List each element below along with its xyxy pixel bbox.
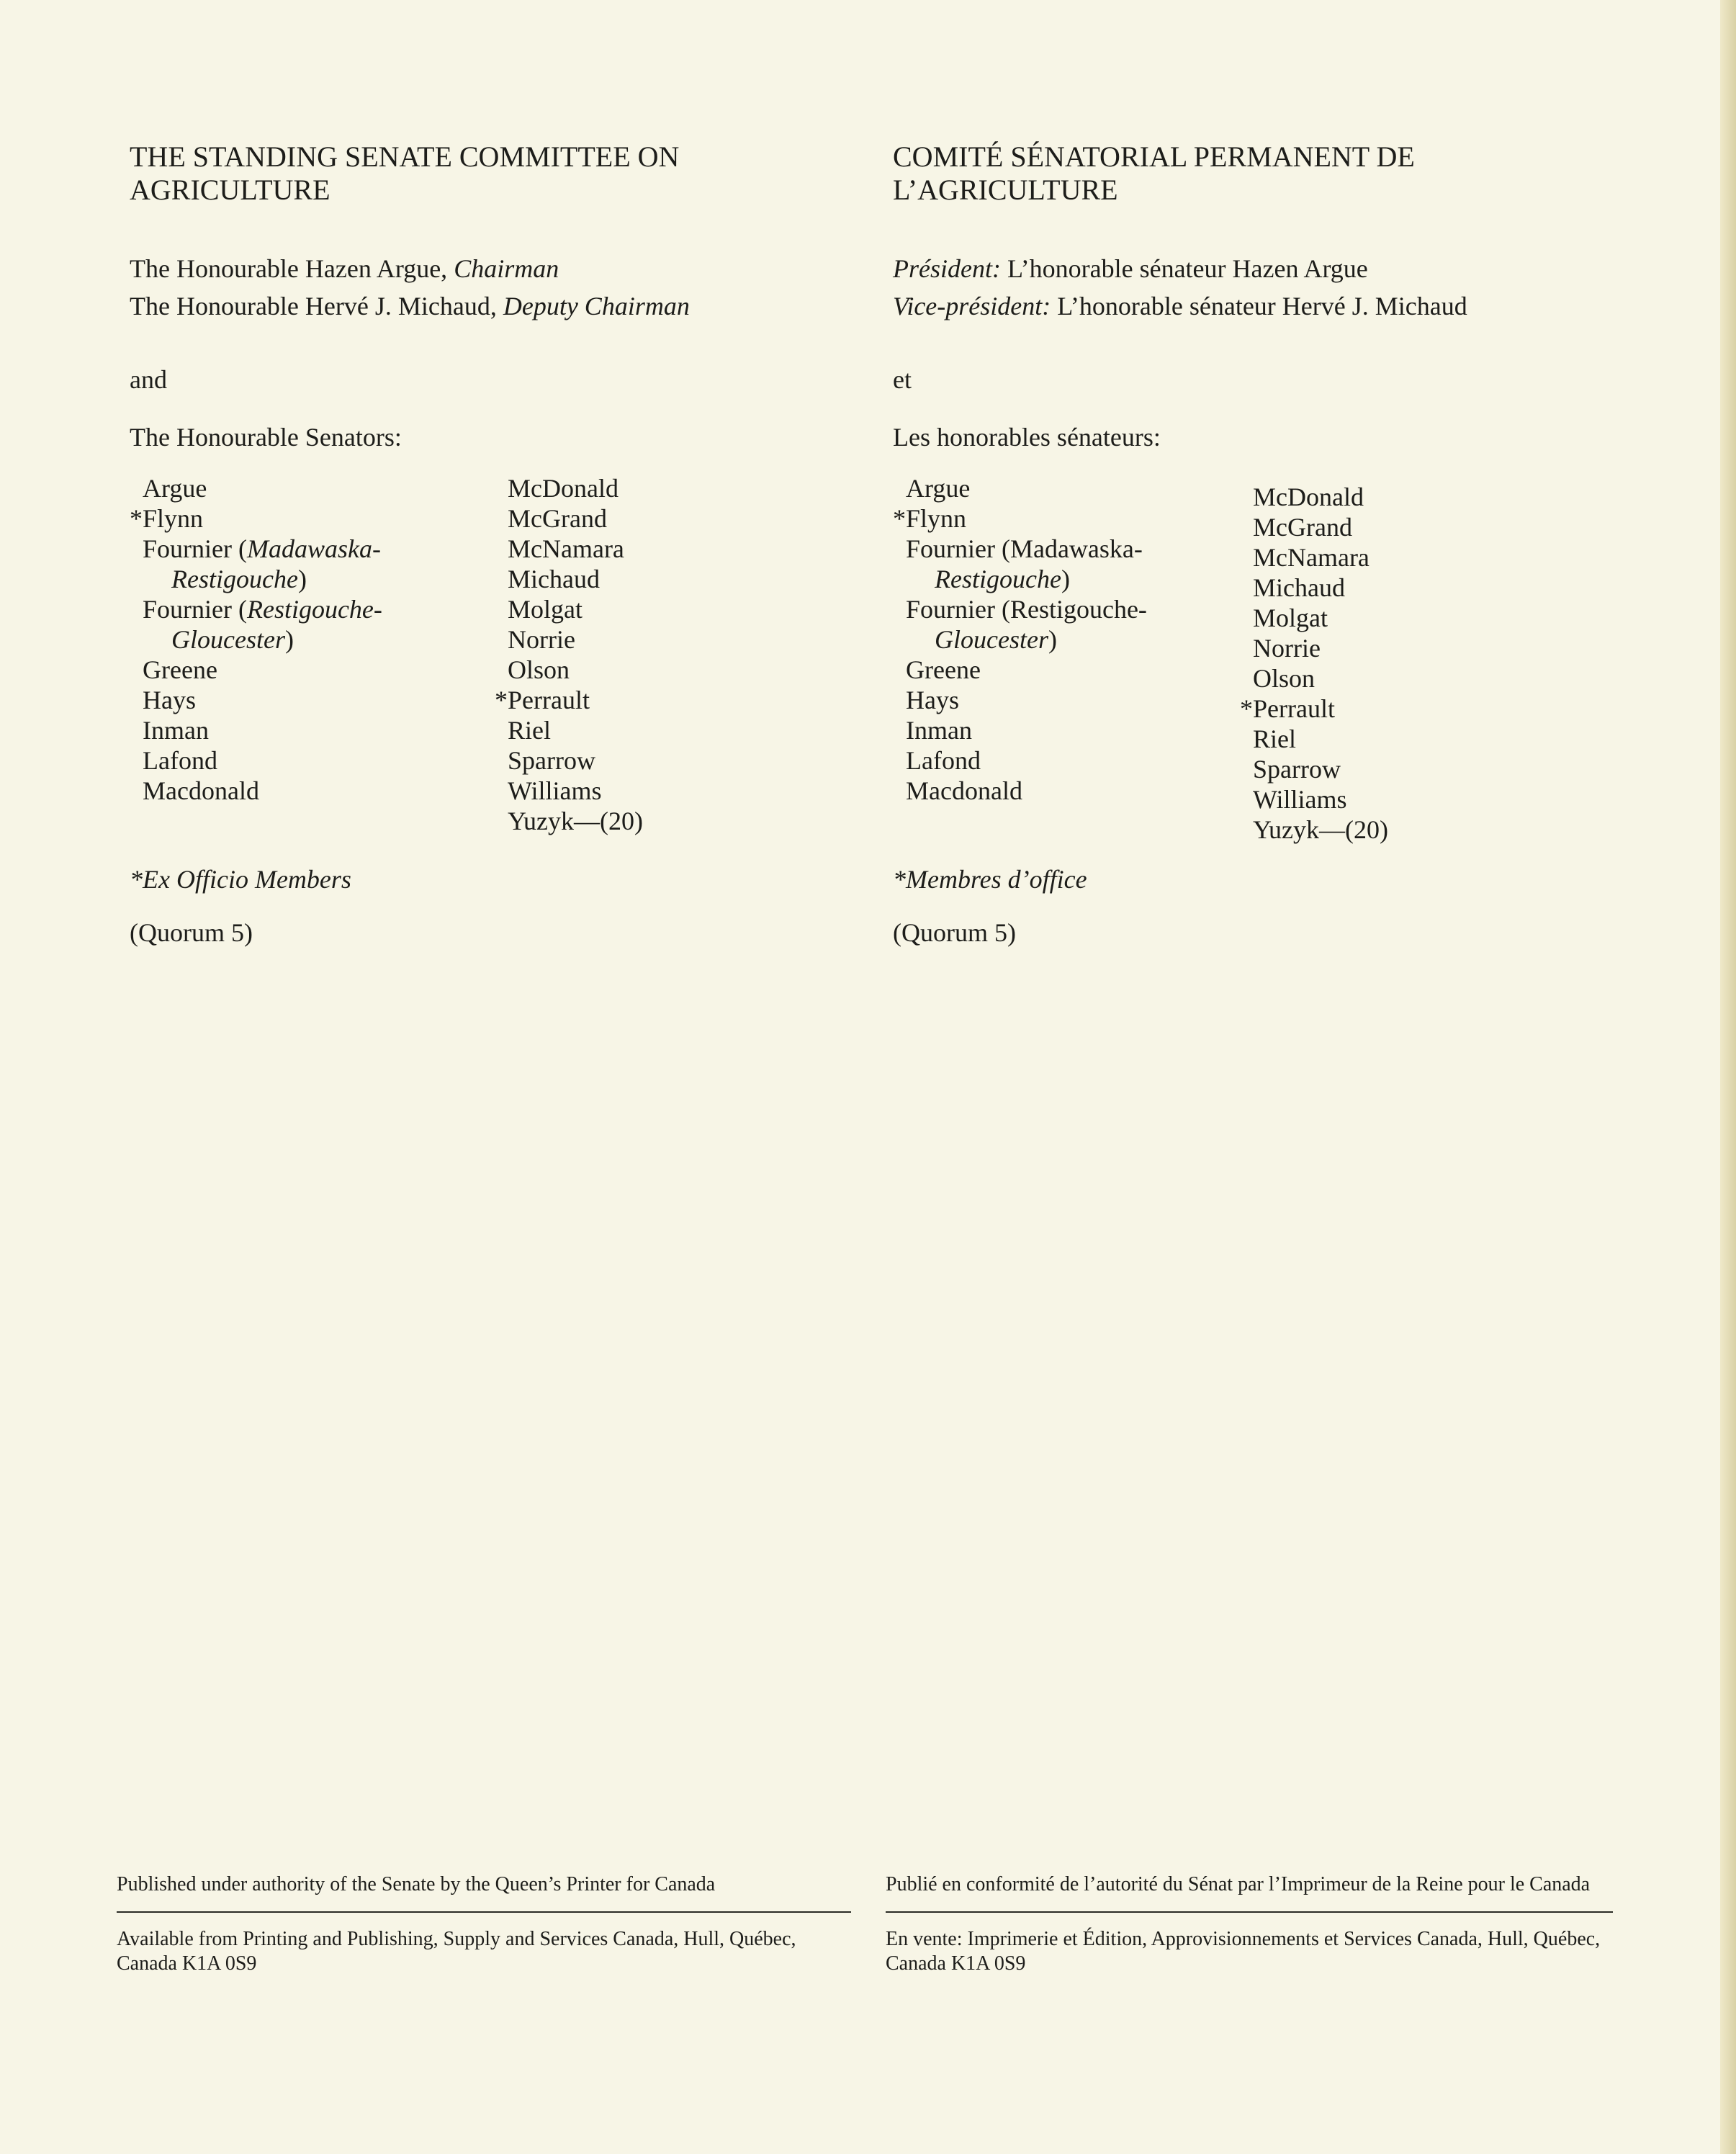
footer-fr <box>886 1872 1613 1976</box>
member: Riel <box>508 716 551 745</box>
and-label: and <box>130 365 167 394</box>
member: Williams <box>508 776 602 805</box>
president-title: Président: <box>893 254 1001 283</box>
member: McNamara <box>1253 543 1370 572</box>
member: Yuzyk—(20) <box>1253 815 1388 844</box>
member: McGrand <box>1253 513 1352 542</box>
ex-officio-note-fr: *Membres d’office <box>893 865 1087 894</box>
member: McDonald <box>1253 483 1364 511</box>
member: *Flynn <box>130 504 204 533</box>
footer-divider-en <box>117 1911 851 1913</box>
member: Sparrow <box>508 746 595 775</box>
members-right-fr <box>1240 482 1388 845</box>
published-note-en: Published under authority of the Senate by the Queen’s Printer for Canada <box>117 1873 716 1895</box>
deputy-chairman-line <box>130 287 850 325</box>
member: Argue <box>906 474 971 503</box>
member: Yuzyk—(20) <box>508 807 643 835</box>
member: *Perrault <box>495 686 590 714</box>
et-label: et <box>893 365 912 394</box>
senators-label-en: The Honourable Senators: <box>130 423 402 452</box>
member-continued: Gloucester) <box>935 625 1057 654</box>
president-line <box>893 250 1613 287</box>
member: McGrand <box>508 504 607 533</box>
footer-en <box>117 1872 851 1976</box>
member: Fournier (Restigouche- <box>143 595 382 624</box>
member: Macdonald <box>143 776 259 805</box>
members-left-fr <box>893 473 1147 806</box>
members-list-fr <box>893 473 1613 848</box>
member: Lafond <box>906 746 981 775</box>
members-left-en <box>130 473 382 806</box>
member: Hays <box>143 686 196 714</box>
availability-note-fr: En vente: Imprimerie et Édition, Approvisionnements et Services Canada, Hull, Québec, Canada K1A 0S9 <box>886 1928 1601 1975</box>
vice-president-name: L’honorable sénateur Hervé J. Michaud <box>1051 292 1467 320</box>
availability-note-en: Available from Printing and Publishing, Supply and Services Canada, Hull, Québec, Canada K1A 0S9 <box>117 1928 796 1975</box>
chairman-line <box>130 250 850 287</box>
member: Norrie <box>1253 634 1321 663</box>
committee-heading-fr: COMITÉ SÉNATORIAL PERMANENT DE L’AGRICULTURE <box>893 140 1415 206</box>
member: *Perrault <box>1240 694 1335 723</box>
president-name: L’honorable sénateur Hazen Argue <box>1000 254 1368 283</box>
member: Michaud <box>1253 573 1345 602</box>
member-continued: Restigouche) <box>171 565 307 593</box>
member: Molgat <box>1253 603 1328 632</box>
member: Olson <box>508 655 570 684</box>
senators-label-fr: Les honorables sénateurs: <box>893 423 1161 452</box>
member: Greene <box>143 655 217 684</box>
footer-divider-fr <box>886 1911 1613 1913</box>
deputy-chairman-title: Deputy Chairman <box>503 292 690 320</box>
quorum-en: (Quorum 5) <box>130 918 253 947</box>
vice-president-title: Vice-président: <box>893 292 1051 320</box>
members-right-en <box>495 473 643 836</box>
member: Fournier (Madawaska- <box>143 534 381 563</box>
member: McNamara <box>508 534 624 563</box>
member: Williams <box>1253 785 1347 814</box>
page-edge <box>1720 0 1736 2154</box>
vice-president-line <box>893 287 1613 325</box>
member: Inman <box>143 716 209 745</box>
member: Riel <box>1253 724 1296 753</box>
chairman-title: Chairman <box>454 254 559 283</box>
quorum-fr: (Quorum 5) <box>893 918 1016 947</box>
member: Macdonald <box>906 776 1022 805</box>
member: Argue <box>143 474 207 503</box>
member-continued: Gloucester) <box>171 625 294 654</box>
french-column <box>893 140 1613 951</box>
member: McDonald <box>508 474 619 503</box>
chairman-name: The Honourable Hazen Argue, <box>130 254 454 283</box>
member: Sparrow <box>1253 755 1341 784</box>
member: Molgat <box>508 595 583 624</box>
member: Hays <box>906 686 959 714</box>
english-column <box>130 140 850 951</box>
member: Michaud <box>508 565 600 593</box>
member: Fournier (Restigouche- <box>906 595 1147 624</box>
member: Greene <box>906 655 981 684</box>
members-list-en <box>130 473 850 848</box>
member: Inman <box>906 716 972 745</box>
member: Fournier (Madawaska- <box>906 534 1143 563</box>
published-note-fr: Publié en conformité de l’autorité du Sénat par l’Imprimeur de la Reine pour le Canada <box>886 1873 1591 1895</box>
member: Olson <box>1253 664 1316 693</box>
ex-officio-note-en: *Ex Officio Members <box>130 865 351 894</box>
committee-heading-en: THE STANDING SENATE COMMITTEE ON AGRICULTURE <box>130 140 680 206</box>
member: Norrie <box>508 625 575 654</box>
member: Lafond <box>143 746 217 775</box>
member: *Flynn <box>893 504 967 533</box>
deputy-chairman-name: The Honourable Hervé J. Michaud, <box>130 292 503 320</box>
member-continued: Restigouche) <box>935 565 1070 593</box>
